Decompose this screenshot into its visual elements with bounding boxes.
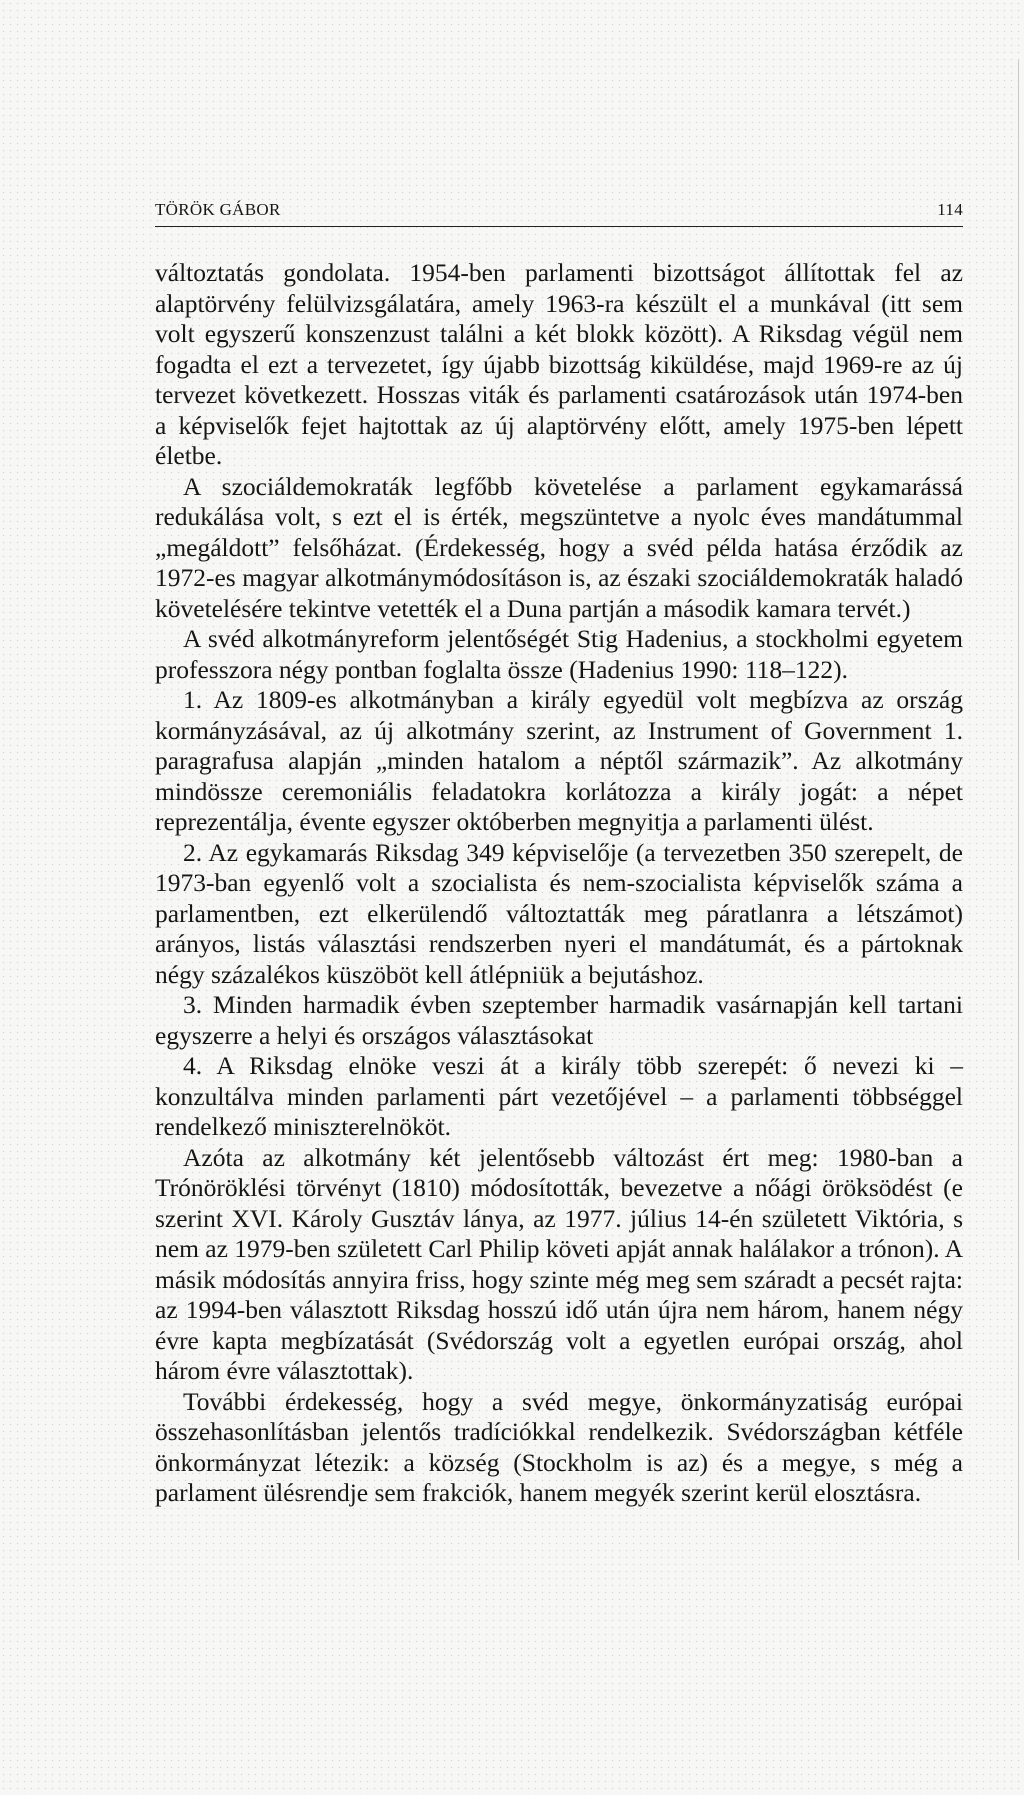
header-author: TÖRÖK GÁBOR	[155, 200, 281, 219]
list-item: 1. Az 1809-es alkotmányban a király egyedül volt megbízva az ország kormányzásával, az új alkotmány szerint, az Instrument of Government 1. paragrafusa alapján „minden hatalom a néptől származik”. Az alkotmány mindössze ceremoniális feladatokra korlátozza a király jogát: a népet reprezentálja, évente egyszer októberben megnyitja a parlamenti ülést.	[155, 685, 963, 836]
list-item: 2. Az egykamarás Riksdag 349 képviselője (a tervezetben 350 szerepelt, de 1973-ban egyenlő volt a szocialista és nem-szocialista képviselők száma a parlamentben, ezt elkerülendő változtatták meg páratlanra a létszámot) arányos, listás választási rendszerben nyeri el mandátumát, és a pártoknak négy százalékos küszöböt kell átlépniük a bejutáshoz.	[155, 837, 963, 989]
scan-edge-line	[1018, 60, 1019, 1560]
list-item: 3. Minden harmadik évben szeptember harmadik vasárnapján kell tartani egyszerre a helyi és országos választásokat	[155, 990, 963, 1050]
paragraph: változtatás gondolata. 1954-ben parlamenti bizottságot állítottak fel az alaptörvény felülvizsgálatára, amely 1963-ra készült el a munkával (itt sem volt egyszerű konszenzust találni a két blokk között). A Riksdag végül nem fogadta el ezt a tervezetet, így újabb bizottság kiküldése, majd 1969-re az új tervezet következett. Hosszas viták és parlamenti csatározások után 1974-ben a képviselők fejet hajtottak az új alaptörvény előtt, amely 1975-ben lépett életbe.	[155, 258, 963, 470]
page-number: 114	[937, 200, 963, 219]
paragraph: A szociáldemokraták legfőbb követelése a parlament egykamarássá redukálása volt, s ezt el is érték, megszüntetve a nyolc éves mandátummal „megáldott” felsőházat. (Érdekesség, hogy a svéd példa hatása érződik az 1972-es magyar alkotmánymódosításon is, az északi szociáldemokraták haladó követelésére tekintve vetették el a Duna partján a második kamara tervét.)	[155, 471, 963, 623]
paragraph: A svéd alkotmányreform jelentőségét Stig Hadenius, a stockholmi egyetem professzora négy pontban foglalta össze (Hadenius 1990: 118–122).	[155, 624, 963, 684]
running-header	[155, 198, 963, 227]
paragraph: Azóta az alkotmány két jelentősebb változást ért meg: 1980-ban a Trónöröklési törvényt (1810) módosították, bevezetve a nőági öröksödést (e szerint XVI. Károly Gusztáv lánya, az 1977. július 14-én született Viktória, s nem az 1979-ben született Carl Philip követi apját annak halálakor a trónon). A másik módosítás annyira friss, hogy szinte még meg sem száradt a pecsét rajta: az 1994-ben választott Riksdag hosszú idő után újra nem három, hanem négy évre kapta megbízatását (Svédország volt a egyetlen európai ország, ahol három évre választottak).	[155, 1142, 963, 1385]
list-item: 4. A Riksdag elnöke veszi át a király több szerepét: ő nevezi ki – konzultálva minden parlamenti párt vezetőjével – a parlamenti többséggel rendelkező miniszterelnököt.	[155, 1051, 963, 1141]
paragraph: További érdekesség, hogy a svéd megye, önkormányzatiság európai összehasonlításban jelentős tradíciókkal rendelkezik. Svédországban kétféle önkormányzat létezik: a község (Stockholm is az) és a megye, s még a parlament ülésrendje sem frakciók, hanem megyék szerint kerül elosztásra.	[155, 1386, 963, 1507]
body-text	[155, 258, 963, 1509]
